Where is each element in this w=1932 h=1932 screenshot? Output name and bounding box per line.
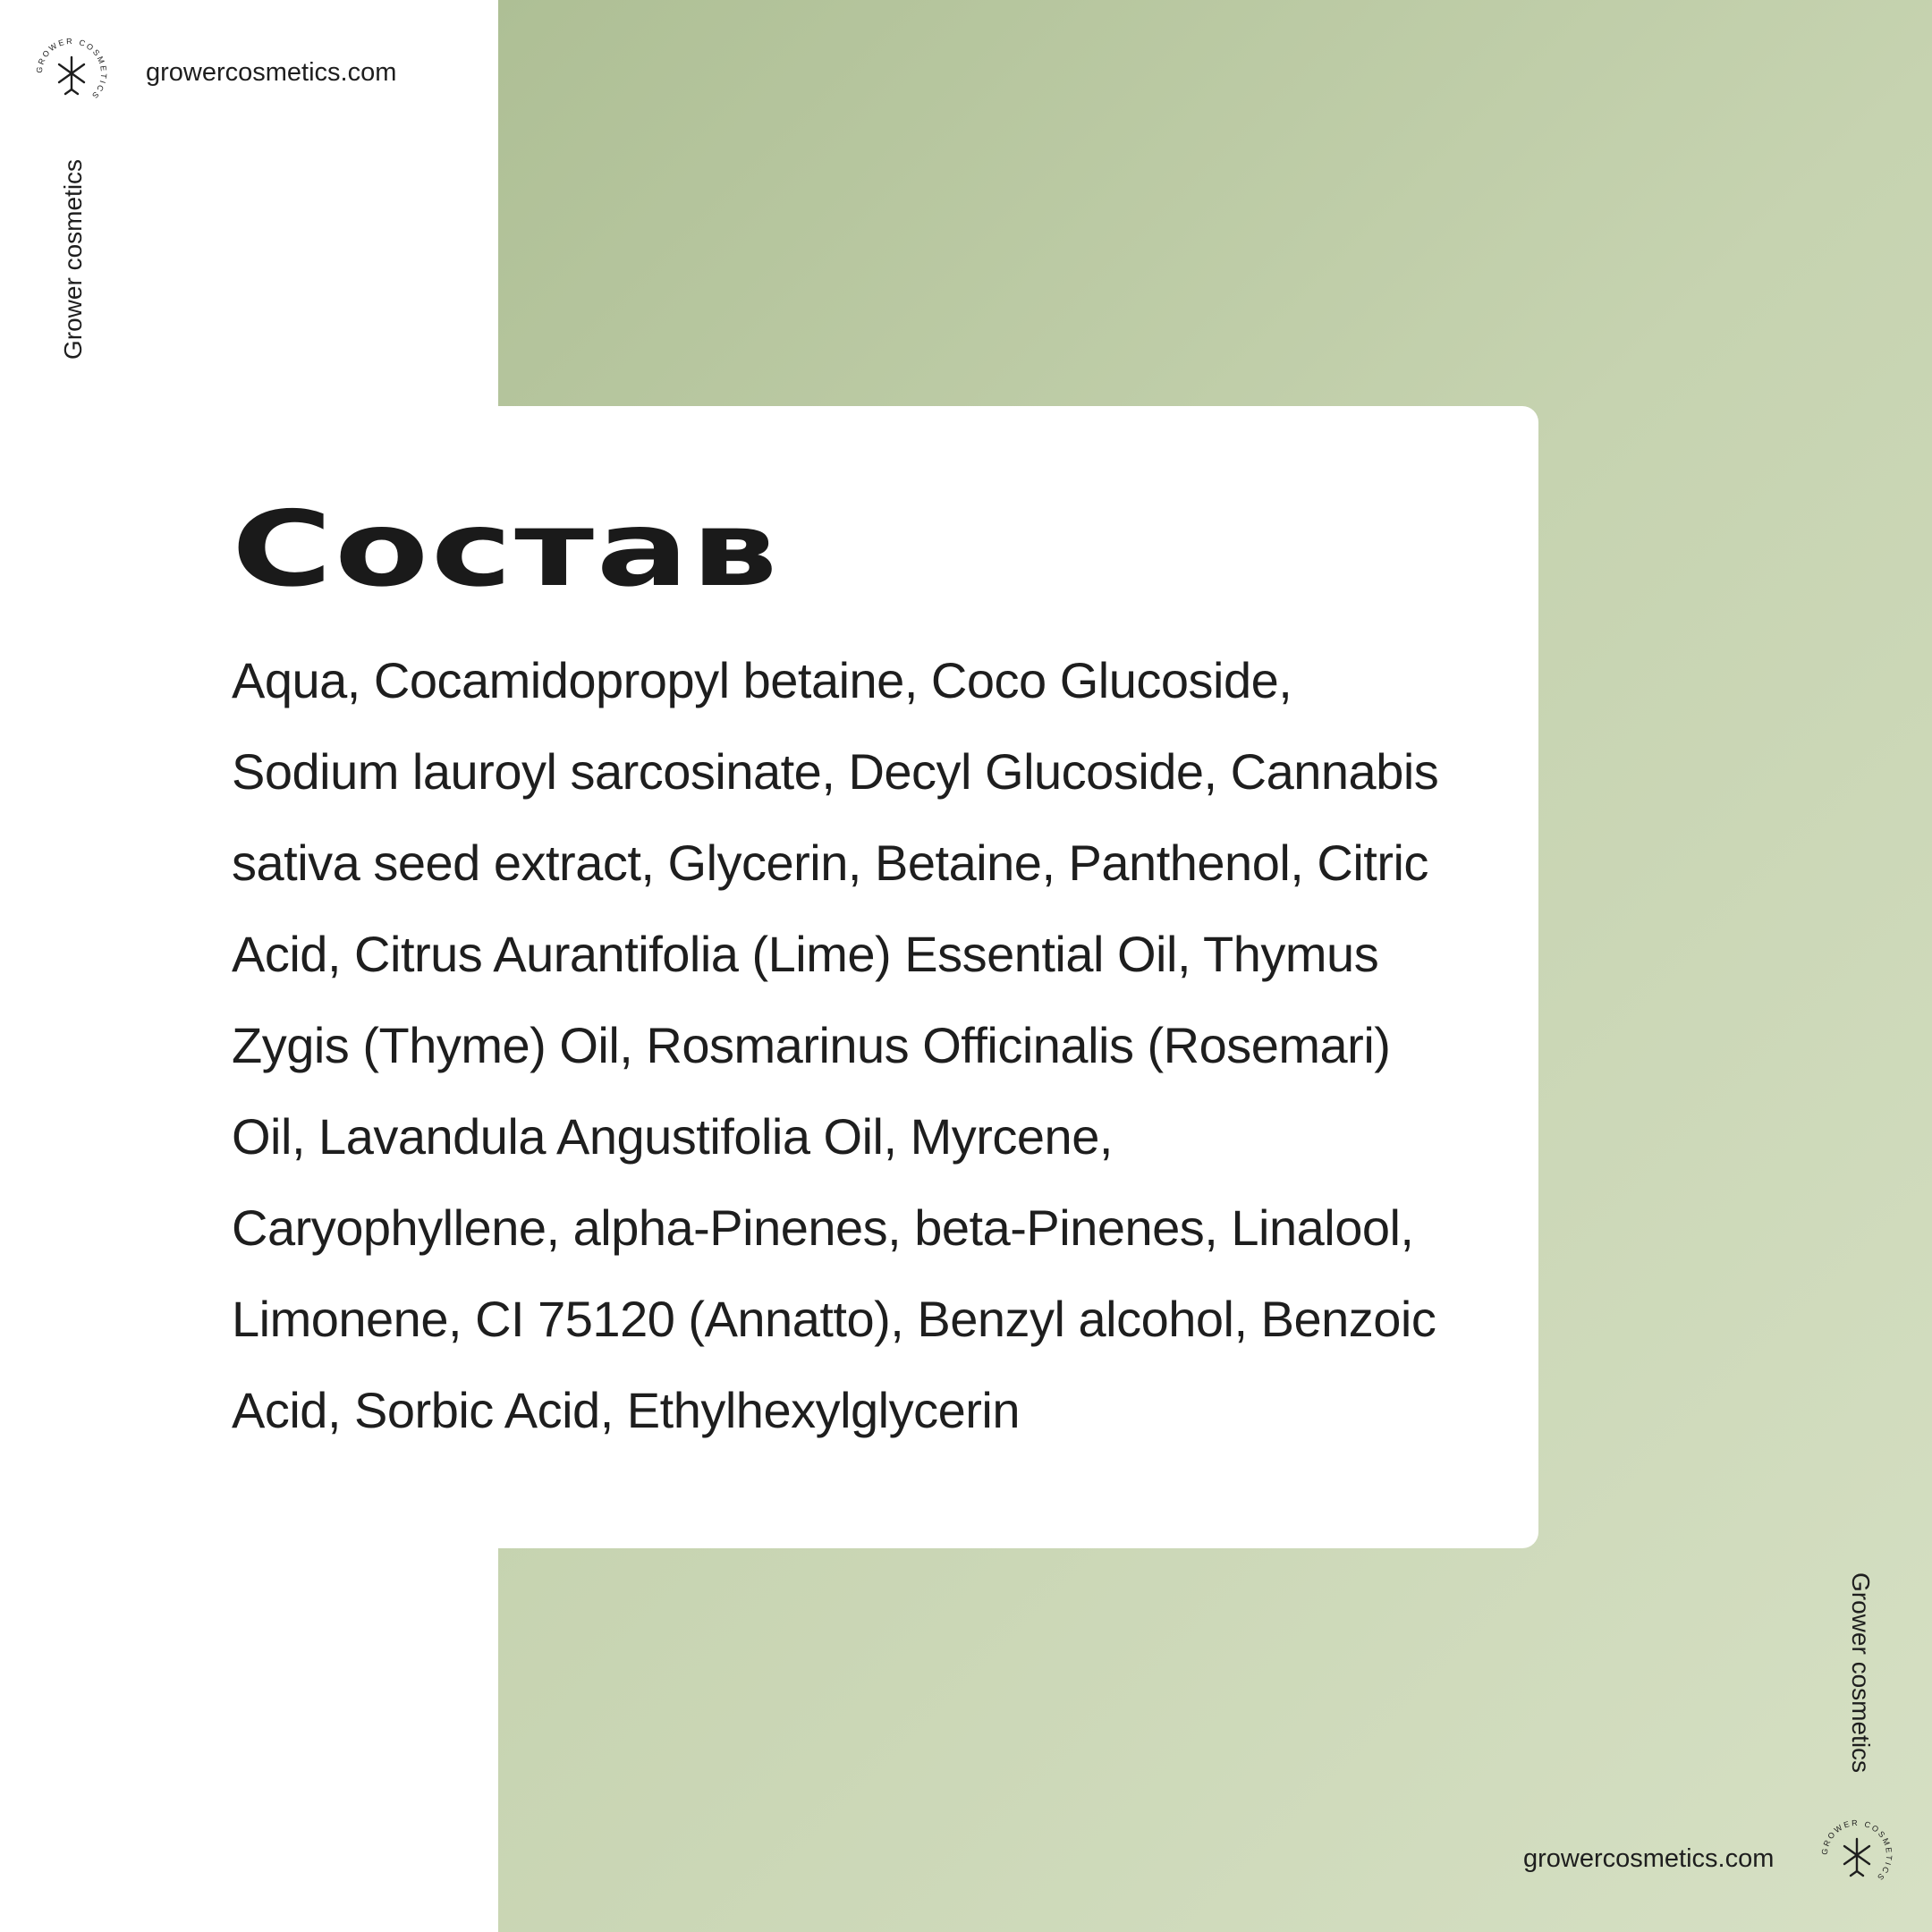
- ingredients-line: Zygis (Thyme) Oil, Rosmarinus Officinalis (Rosemari): [232, 1017, 1391, 1073]
- svg-text:GROWER COSMETICS: GROWER COSMETICS: [34, 36, 109, 102]
- svg-text:GROWER COSMETICS: GROWER COSMETICS: [1819, 1818, 1894, 1884]
- brand-name-vertical-right: Grower cosmetics: [1847, 1572, 1875, 1774]
- ingredients-line: Acid, Citrus Aurantifolia (Lime) Essential Oil, Thymus: [232, 926, 1379, 982]
- ingredients-line: Acid, Sorbic Acid, Ethylhexylglycerin: [232, 1382, 1020, 1438]
- ingredients-line: Limonene, CI 75120 (Annatto), Benzyl alcohol, Benzoic: [232, 1291, 1436, 1347]
- ingredients-line: sativa seed extract, Glycerin, Betaine, Panthenol, Citric: [232, 835, 1428, 891]
- ingredients-line: Caryophyllene, alpha-Pinenes, beta-Pinenes, Linalool,: [232, 1199, 1414, 1256]
- brand-logo-icon: [33, 35, 110, 112]
- website-url-top: growercosmetics.com: [146, 58, 397, 87]
- brand-name-vertical-left: Grower cosmetics: [59, 158, 87, 360]
- ingredients-line: Oil, Lavandula Angustifolia Oil, Myrcene,: [232, 1108, 1113, 1165]
- website-url-bottom: growercosmetics.com: [1523, 1844, 1775, 1873]
- card-title: Состав: [232, 489, 781, 610]
- ingredients-list: [232, 635, 1502, 1456]
- ingredients-line: Aqua, Cocamidopropyl betaine, Coco Glucoside,: [232, 652, 1292, 708]
- brand-logo-icon: [1818, 1817, 1895, 1894]
- ingredients-line: Sodium lauroyl sarcosinate, Decyl Glucoside, Cannabis: [232, 743, 1439, 800]
